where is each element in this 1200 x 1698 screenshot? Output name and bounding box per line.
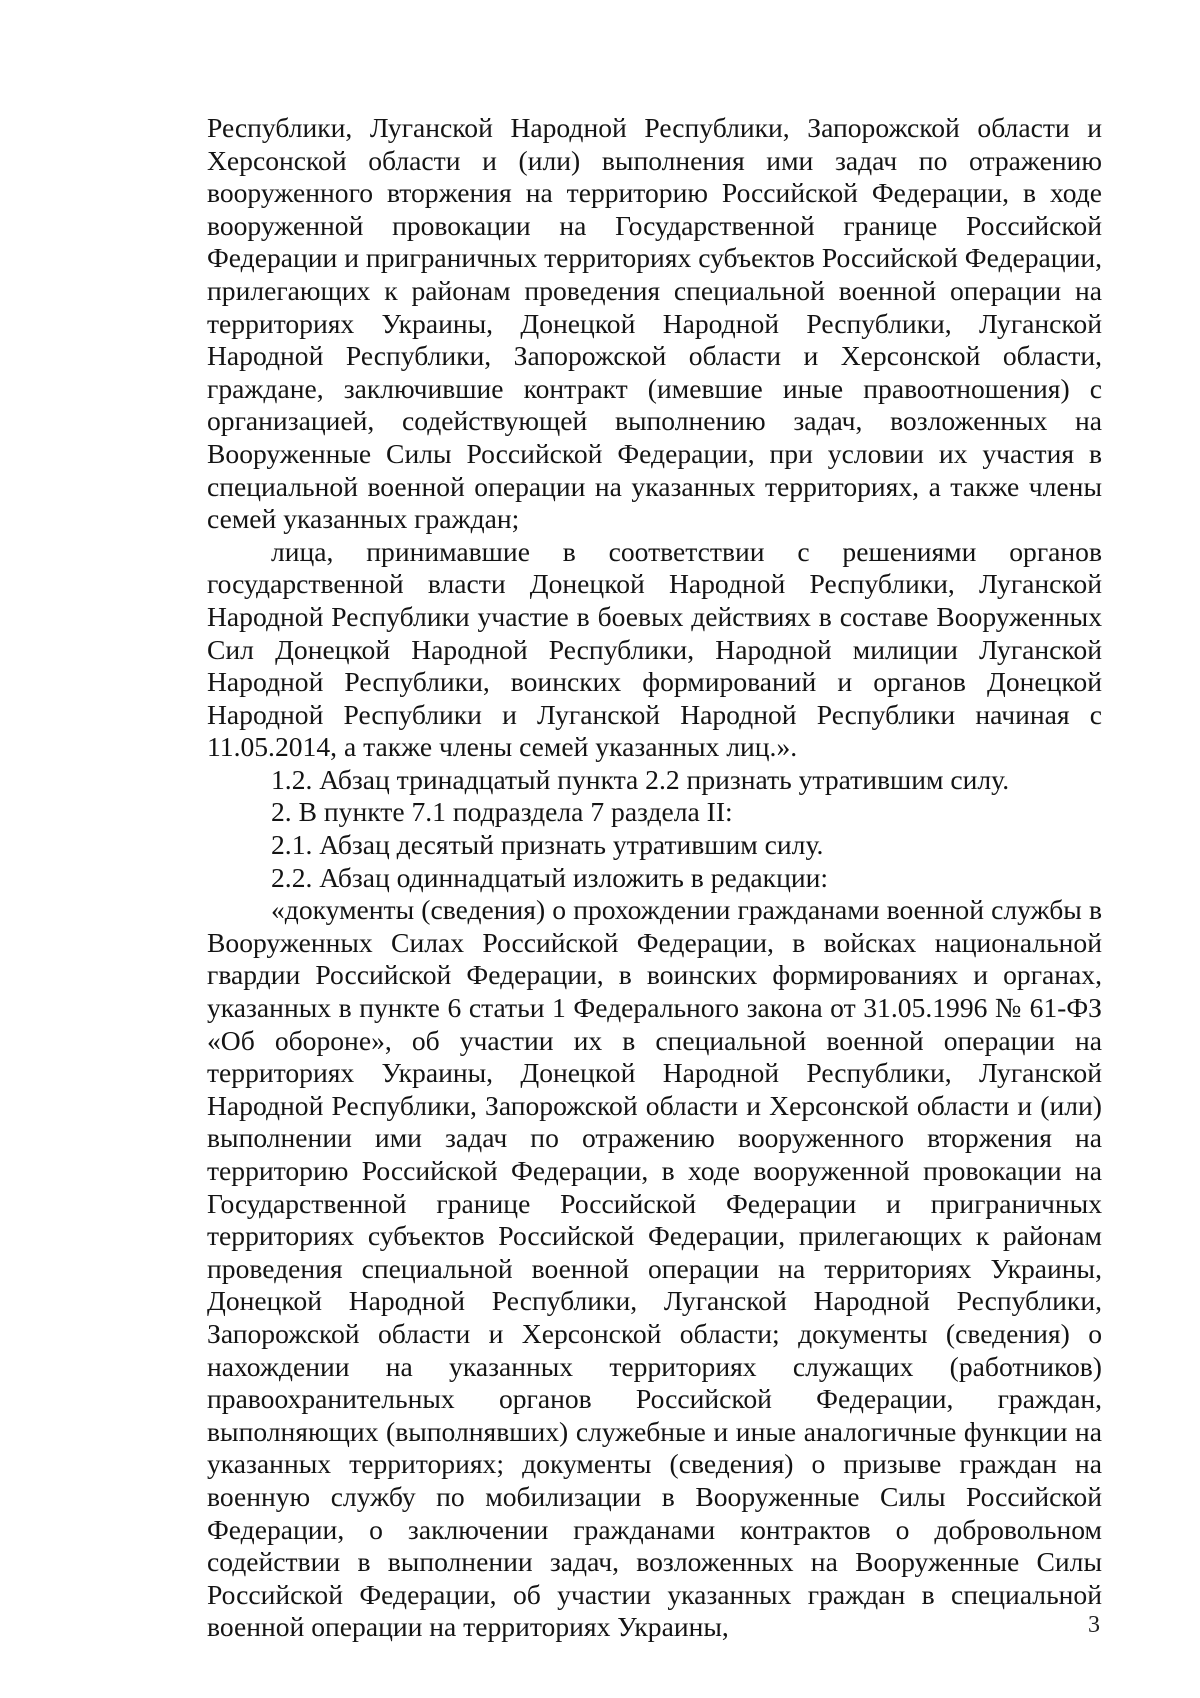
paragraph-item-1-2: 1.2. Абзац тринадцатый пункта 2.2 признать утратившим силу. xyxy=(271,763,1010,795)
paragraph-continuation: Республики, Луганской Народной Республики, Запорожской области и Херсонской области и (или) выполнения ими задач по отражению вооруженного вторжения на территорию Российской Федерации, в ходе вооруженной провокации на Государственной границе Российской Федерации и приграничных территориях субъектов Российской Федерации, прилегающих к районам проведения специальной военной операции на территориях Украины, Донецкой Народной Республики, Луганской Народной Республики, Запорожской области и Херсонской области, граждане, заключившие контракт (имевшие иные правоотношения) с организацией, содействующей выполнению задач, возложенных на Вооруженные Силы Российской Федерации, при условии их участия в специальной военной операции на указанных территориях, а также члены семей указанных граждан; xyxy=(207,112,1102,535)
paragraph-item-2-2: 2.2. Абзац одиннадцатый изложить в редакции: xyxy=(271,861,829,893)
page-number: 3 xyxy=(1088,1612,1100,1638)
paragraph-persons: лица, принимавшие в соответствии с решениями органов государственной власти Донецкой Народной Республики, Луганской Народной Республики участие в боевых действиях в составе Вооруженных Сил Донецкой Народной Республики, Народной милиции Луганской Народной Республики, воинских формирований и органов Донецкой Народной Республики и Луганской Народной Республики начиная с 11.05.2014, а также члены семей указанных лиц.». xyxy=(207,535,1102,763)
paragraph-item-2-1: 2.1. Абзац десятый признать утратившим силу. xyxy=(271,829,824,861)
paragraph-item-2: 2. В пункте 7.1 подраздела 7 раздела II: xyxy=(271,796,733,828)
document-body xyxy=(207,112,1102,1644)
paragraph-documents: «документы (сведения) о прохождении гражданами военной службы в Вооруженных Силах Российской Федерации, в войсках национальной гвардии Российской Федерации, в воинских формированиях и органах, указанных в пункте 6 статьи 1 Федерального закона от 31.05.1996 № 61-ФЗ «Об обороне», об участии их в специальной военной операции на территориях Украины, Донецкой Народной Республики, Луганской Народной Республики, Запорожской области и Херсонской области и (или) выполнении ими задач по отражению вооруженного вторжения на территорию Российской Федерации, в ходе вооруженной провокации на Государственной границе Российской Федерации и приграничных территориях субъектов Российской Федерации, прилегающих к районам проведения специальной военной операции на территориях Украины, Донецкой Народной Республики, Луганской Народной Республики, Запорожской области и Херсонской области; документы (сведения) о нахождении на указанных территориях служащих (работников) правоохранительных органов Российской Федерации, граждан, выполняющих (выполнявших) служебные и иные аналогичные функции на указанных территориях; документы (сведения) о призыве граждан на военную службу по мобилизации в Вооруженные Силы Российской Федерации, о заключении гражданами контрактов о добровольном содействии в выполнении задач, возложенных на Вооруженные Силы Российской Федерации, об участии указанных граждан в специальной военной операции на территориях Украины, xyxy=(207,894,1102,1643)
